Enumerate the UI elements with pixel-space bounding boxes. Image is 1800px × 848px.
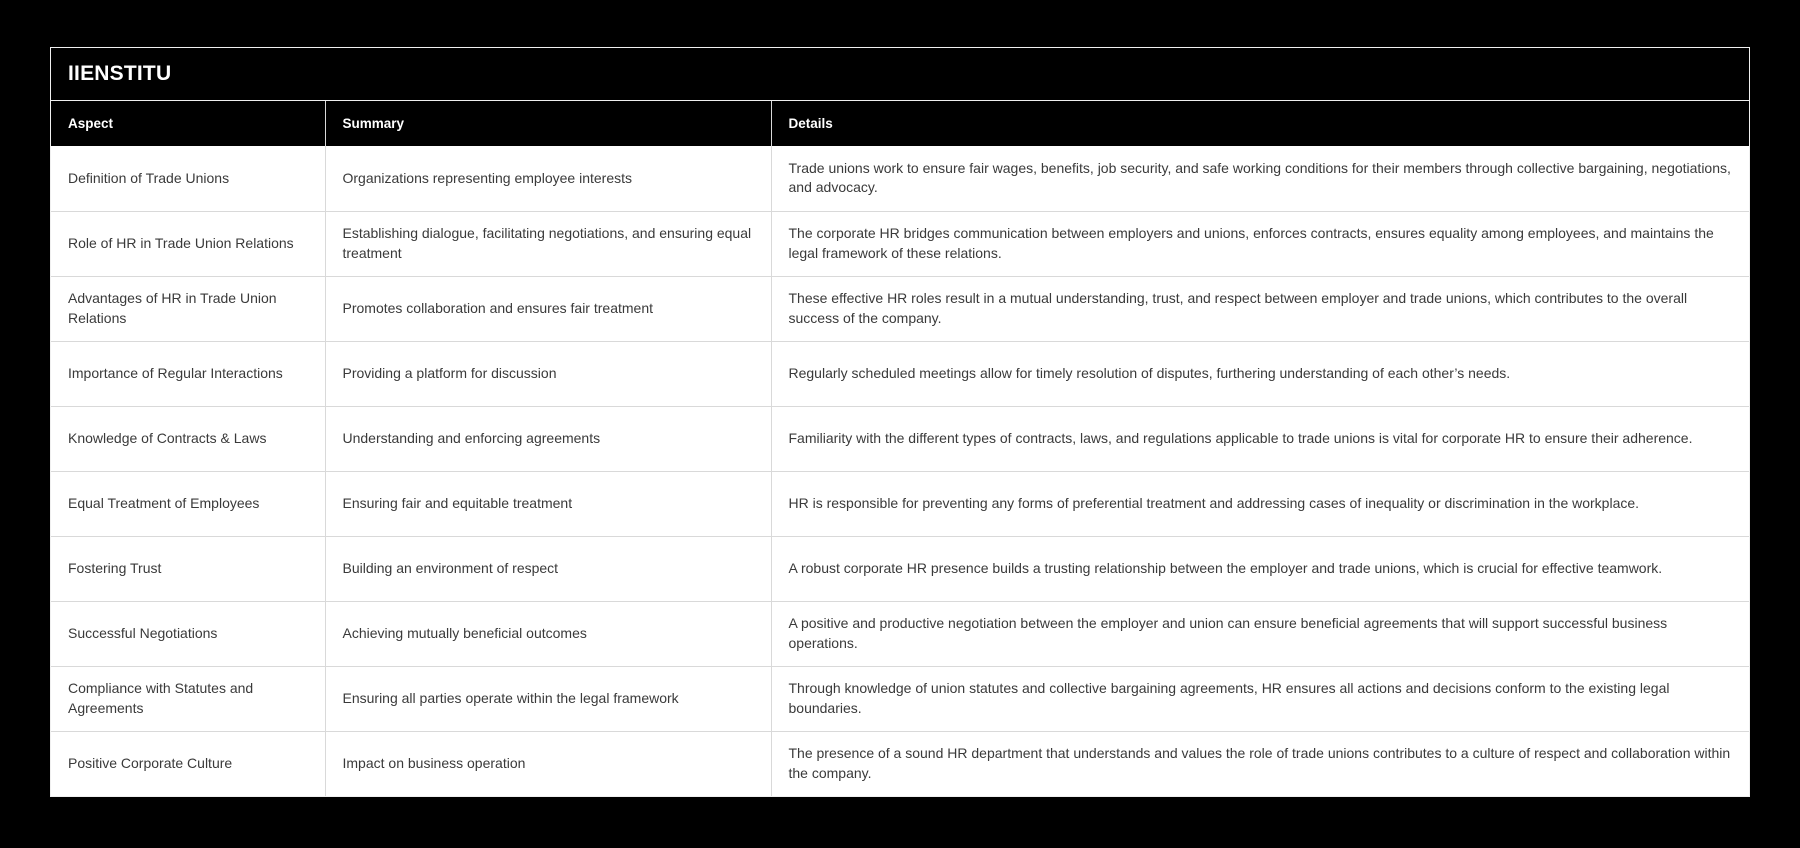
cell-details: The corporate HR bridges communication between employers and unions, enforces contracts, ensures equality among employees, and maintains the legal framework of these relations. xyxy=(771,211,1749,276)
cell-details: A positive and productive negotiation between the employer and union can ensure beneficial agreements that will support successful business operations. xyxy=(771,601,1749,666)
table-header-row xyxy=(51,101,1749,146)
column-header-aspect: Aspect xyxy=(51,101,325,146)
hr-trade-union-table xyxy=(51,101,1749,796)
table-row xyxy=(51,211,1749,276)
cell-summary: Organizations representing employee interests xyxy=(325,146,771,211)
table-row xyxy=(51,341,1749,406)
cell-summary: Ensuring fair and equitable treatment xyxy=(325,471,771,536)
cell-aspect: Fostering Trust xyxy=(51,536,325,601)
table-row xyxy=(51,146,1749,211)
cell-summary: Ensuring all parties operate within the legal framework xyxy=(325,666,771,731)
content-table-frame xyxy=(50,47,1750,797)
table-row xyxy=(51,471,1749,536)
cell-aspect: Advantages of HR in Trade Union Relations xyxy=(51,276,325,341)
cell-aspect: Compliance with Statutes and Agreements xyxy=(51,666,325,731)
column-header-details: Details xyxy=(771,101,1749,146)
table-row xyxy=(51,276,1749,341)
table-row xyxy=(51,406,1749,471)
cell-details: Regularly scheduled meetings allow for timely resolution of disputes, furthering understanding of each other’s needs. xyxy=(771,341,1749,406)
cell-aspect: Definition of Trade Unions xyxy=(51,146,325,211)
cell-summary: Promotes collaboration and ensures fair treatment xyxy=(325,276,771,341)
cell-summary: Building an environment of respect xyxy=(325,536,771,601)
cell-aspect: Role of HR in Trade Union Relations xyxy=(51,211,325,276)
table-row xyxy=(51,666,1749,731)
cell-aspect: Importance of Regular Interactions xyxy=(51,341,325,406)
table-row xyxy=(51,731,1749,796)
cell-summary: Providing a platform for discussion xyxy=(325,341,771,406)
cell-details: A robust corporate HR presence builds a trusting relationship between the employer and trade unions, which is crucial for effective teamwork. xyxy=(771,536,1749,601)
cell-details: The presence of a sound HR department that understands and values the role of trade unions contributes to a culture of respect and collaboration within the company. xyxy=(771,731,1749,796)
cell-summary: Impact on business operation xyxy=(325,731,771,796)
cell-details: Through knowledge of union statutes and collective bargaining agreements, HR ensures all actions and decisions conform to the existing legal boundaries. xyxy=(771,666,1749,731)
cell-details: These effective HR roles result in a mutual understanding, trust, and respect between employer and trade unions, which contributes to the overall success of the company. xyxy=(771,276,1749,341)
cell-summary: Establishing dialogue, facilitating negotiations, and ensuring equal treatment xyxy=(325,211,771,276)
page-title: IIENSTITU xyxy=(68,62,172,85)
cell-details: HR is responsible for preventing any forms of preferential treatment and addressing cases of inequality or discrimination in the workplace. xyxy=(771,471,1749,536)
cell-summary: Achieving mutually beneficial outcomes xyxy=(325,601,771,666)
cell-details: Trade unions work to ensure fair wages, benefits, job security, and safe working conditions for their members through collective bargaining, negotiations, and advocacy. xyxy=(771,146,1749,211)
cell-aspect: Positive Corporate Culture xyxy=(51,731,325,796)
table-title-bar xyxy=(51,48,1749,101)
cell-aspect: Successful Negotiations xyxy=(51,601,325,666)
cell-aspect: Knowledge of Contracts & Laws xyxy=(51,406,325,471)
table-row xyxy=(51,601,1749,666)
cell-summary: Understanding and enforcing agreements xyxy=(325,406,771,471)
cell-aspect: Equal Treatment of Employees xyxy=(51,471,325,536)
table-row xyxy=(51,536,1749,601)
cell-details: Familiarity with the different types of contracts, laws, and regulations applicable to trade unions is vital for corporate HR to ensure their adherence. xyxy=(771,406,1749,471)
column-header-summary: Summary xyxy=(325,101,771,146)
